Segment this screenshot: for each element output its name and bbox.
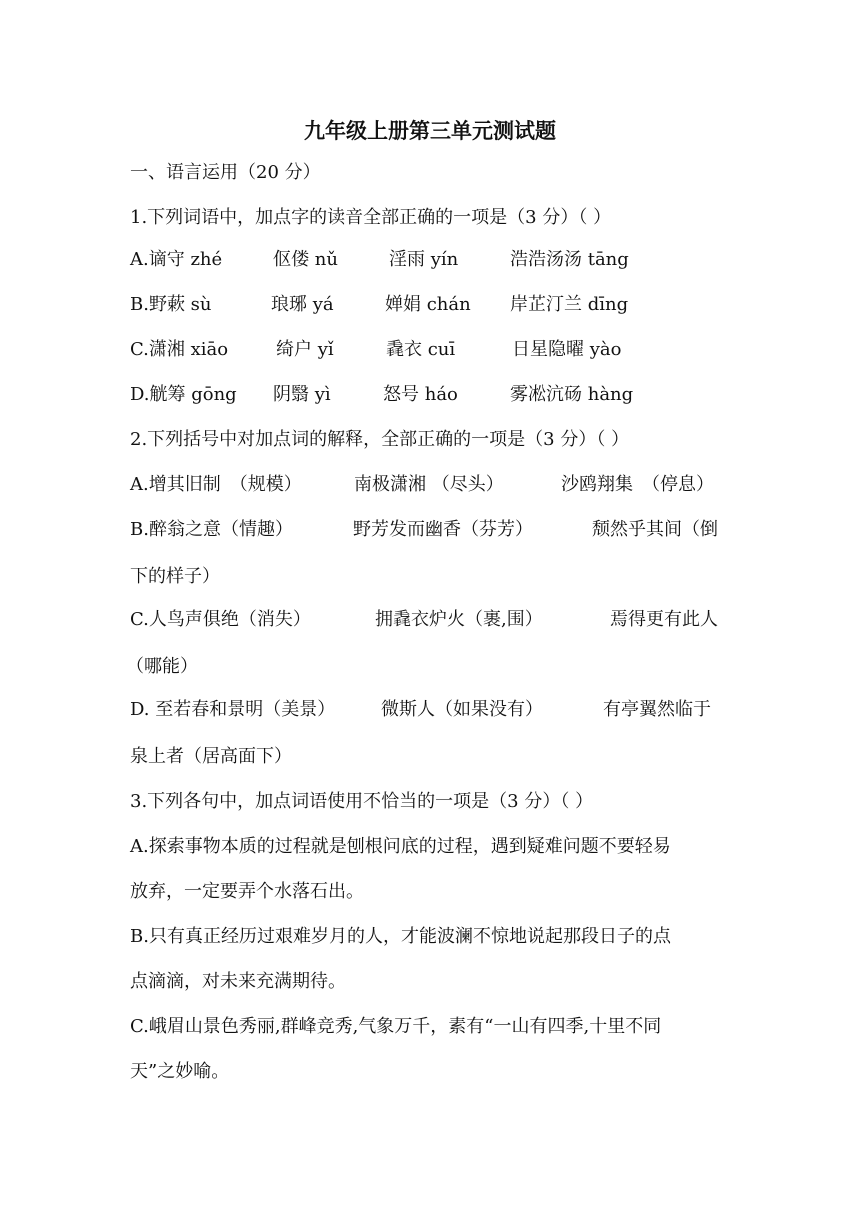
q1-option-b-1: B.野蔌 sù — [130, 294, 212, 315]
q3-option-c-line-1: C.峨眉山景色秀丽,群峰竞秀,气象万千，素有“一山有四季,十里不同 — [130, 1016, 662, 1037]
q1-option-d-2: 阴翳 yì — [273, 384, 331, 405]
q2-option-d-continuation: 泉上者（居高面下） — [130, 746, 292, 767]
q2-option-c-3: 焉得更有此人 — [610, 609, 718, 630]
question-3-stem: 3.下列各句中，加点词语使用不恰当的一项是（3 分）（ ） — [130, 791, 594, 812]
question-1-stem: 1.下列词语中，加点字的读音全部正确的一项是（3 分）（ ） — [130, 207, 612, 228]
q3-option-c-line-2: 天”之妙喻。 — [130, 1061, 230, 1082]
q2-option-c-continuation: （哪能） — [126, 656, 198, 677]
q1-option-c-3: 毳衣 cuī — [386, 339, 456, 360]
q2-option-c-1: C.人鸟声俱绝（消失） — [130, 609, 311, 630]
question-2-stem: 2.下列括号中对加点词的解释，全部正确的一项是（3 分）（ ） — [130, 429, 630, 450]
q2-option-d-2: 微斯人（如果没有） — [381, 699, 543, 720]
q2-option-a-3: 沙鸥翔集 （停息） — [561, 474, 714, 495]
q2-option-b-1: B.醉翁之意（情趣） — [130, 519, 293, 540]
q1-option-a-3: 淫雨 yín — [389, 249, 459, 270]
q2-option-d-3: 有亭翼然临于 — [603, 699, 711, 720]
q1-option-a-2: 伛偻 nǔ — [273, 249, 338, 270]
q1-option-b-3: 婵娟 chán — [385, 294, 471, 315]
q2-option-b-3: 颓然乎其间（倒 — [592, 519, 718, 540]
q2-option-b-2: 野芳发而幽香（芬芳） — [353, 519, 533, 540]
q3-option-b-line-1: B.只有真正经历过艰难岁月的人，才能波澜不惊地说起那段日子的点 — [130, 926, 671, 947]
q2-option-a-2: 南极潇湘 （尽头） — [354, 474, 504, 495]
q1-option-a-1: A.谪守 zhé — [130, 249, 223, 270]
q1-option-d-4: 雾凇沆砀 hàng — [510, 384, 634, 405]
page-title: 九年级上册第三单元测试题 — [304, 118, 556, 143]
q1-option-c-2: 绮户 yǐ — [276, 339, 334, 360]
q3-option-b-line-2: 点滴滴，对未来充满期待。 — [130, 971, 346, 992]
q2-option-a-1: A.增其旧制 （规模） — [130, 474, 302, 495]
q3-option-a-line-1: A.探索事物本质的过程就是刨根问底的过程，遇到疑难问题不要轻易 — [130, 836, 671, 857]
q1-option-c-1: C.潇湘 xiāo — [130, 339, 229, 360]
q1-option-d-1: D.觥筹 gōng — [130, 384, 237, 405]
q1-option-c-4: 日星隐曜 yào — [512, 339, 622, 360]
q1-option-b-2: 琅琊 yá — [271, 294, 334, 315]
q2-option-b-continuation: 下的样子） — [130, 566, 220, 587]
q1-option-d-3: 怒号 háo — [383, 384, 458, 405]
q3-option-a-line-2: 放弃，一定要弄个水落石出。 — [130, 881, 364, 902]
q2-option-c-2: 拥毳衣炉火（裹,围） — [375, 609, 543, 630]
q2-option-d-1: D. 至若春和景明（美景） — [130, 699, 336, 720]
q1-option-b-4: 岸芷汀兰 dīng — [510, 294, 629, 315]
section-heading: 一、语言运用（20 分） — [130, 162, 321, 183]
q1-option-a-4: 浩浩汤汤 tāng — [510, 249, 629, 270]
